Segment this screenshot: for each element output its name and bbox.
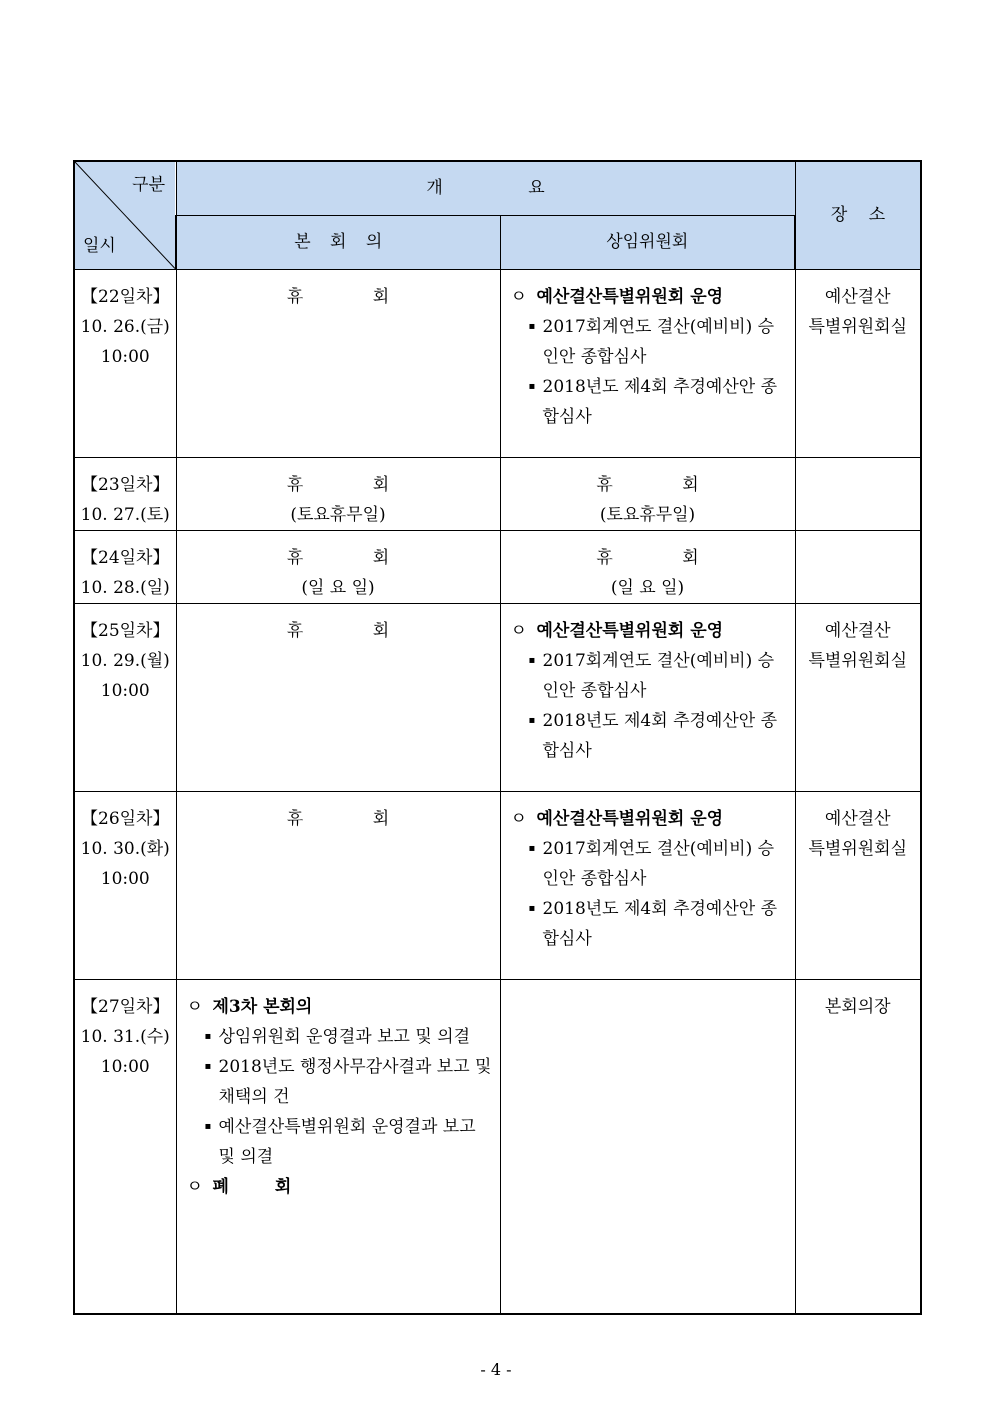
- table-row: [74, 791, 921, 979]
- row-day: 【22일차】: [81, 286, 170, 307]
- list-item: ▪ 상임위원회 운영결과 보고 및 의결: [204, 1026, 471, 1047]
- row-date-cell: 【25일차】 10. 29.(월) 10:00: [74, 603, 176, 791]
- table-row: [74, 457, 921, 530]
- page-number: - 4 -: [480, 1360, 512, 1379]
- standing-title: ㅇ 예산결산특별위원회 운영: [510, 620, 724, 641]
- list-item: ▪ 2018년도 제4회 추경예산안 종합심사: [528, 376, 778, 427]
- header-diagonal-cell: [74, 161, 176, 269]
- plenary-close: ㅇ 폐 회: [186, 1176, 292, 1197]
- row-time: 10:00: [100, 346, 150, 367]
- row-date-cell: 【26일차】 10. 30.(화) 10:00: [74, 791, 176, 979]
- row-plenary-cell: [176, 979, 500, 1314]
- row-standing-cell: [500, 791, 795, 979]
- list-item: ▪ 예산결산특별위원회 운영결과 보고 및 의결: [204, 1116, 476, 1167]
- standing-title: ㅇ 예산결산특별위원회 운영: [510, 286, 724, 307]
- row-standing-cell: 휴 회 (일 요 일): [500, 530, 795, 603]
- row-plenary-cell: 휴 회 (일 요 일): [176, 530, 500, 603]
- row-standing-cell: [500, 979, 795, 1314]
- row-standing-cell: [500, 603, 795, 791]
- row-plenary-cell: 휴 회: [176, 791, 500, 979]
- list-item: ▪ 2018년도 제4회 추경예산안 종합심사: [528, 898, 778, 949]
- list-item: ▪ 2017회계연도 결산(예비비) 승인안 종합심사: [528, 650, 775, 701]
- row-plenary-cell: 휴 회: [176, 269, 500, 457]
- row-place-cell: [795, 530, 921, 603]
- standing-title: ㅇ 예산결산특별위원회 운영: [510, 808, 724, 829]
- row-plenary-cell: 휴 회: [176, 603, 500, 791]
- schedule-table: [73, 160, 922, 1315]
- row-date-cell: 【24일차】 10. 28.(일): [74, 530, 176, 603]
- plenary-title: ㅇ 제3차 본회의: [186, 996, 313, 1017]
- row-plenary-cell: 휴 회 (토요휴무일): [176, 457, 500, 530]
- row-date-cell: 【23일차】 10. 27.(토): [74, 457, 176, 530]
- list-item: ▪ 2017회계연도 결산(예비비) 승인안 종합심사: [528, 316, 775, 367]
- header-overview: 개 요: [176, 161, 795, 215]
- header-plenary: 본 회 의: [176, 215, 500, 269]
- row-date: 10. 26.(금): [80, 316, 170, 337]
- header-place: 장 소: [795, 161, 921, 269]
- list-item: ▪ 2018년도 제4회 추경예산안 종합심사: [528, 710, 778, 761]
- row-date-cell: 【27일차】 10. 31.(수) 10:00: [74, 979, 176, 1314]
- header-standing: 상임위원회: [500, 215, 795, 269]
- header-category: 구분: [132, 175, 165, 195]
- row-standing-cell: [500, 269, 795, 457]
- row-place-cell: [795, 457, 921, 530]
- row-place-cell: 예산결산 특별위원회실: [795, 269, 921, 457]
- row-standing-cell: 휴 회 (토요휴무일): [500, 457, 795, 530]
- table-row: [74, 530, 921, 603]
- row-place-cell: 예산결산 특별위원회실: [795, 791, 921, 979]
- table-row: [74, 603, 921, 791]
- table-row: [74, 979, 921, 1314]
- header-date: 일시: [83, 235, 116, 256]
- list-item: ▪ 2018년도 행정사무감사결과 보고 및 채택의 건: [204, 1056, 492, 1107]
- list-item: ▪ 2017회계연도 결산(예비비) 승인안 종합심사: [528, 838, 775, 889]
- table-row: [74, 269, 921, 457]
- row-place-cell: 예산결산 특별위원회실: [795, 603, 921, 791]
- row-date-cell: [74, 269, 176, 457]
- row-place-cell: 본회의장: [795, 979, 921, 1314]
